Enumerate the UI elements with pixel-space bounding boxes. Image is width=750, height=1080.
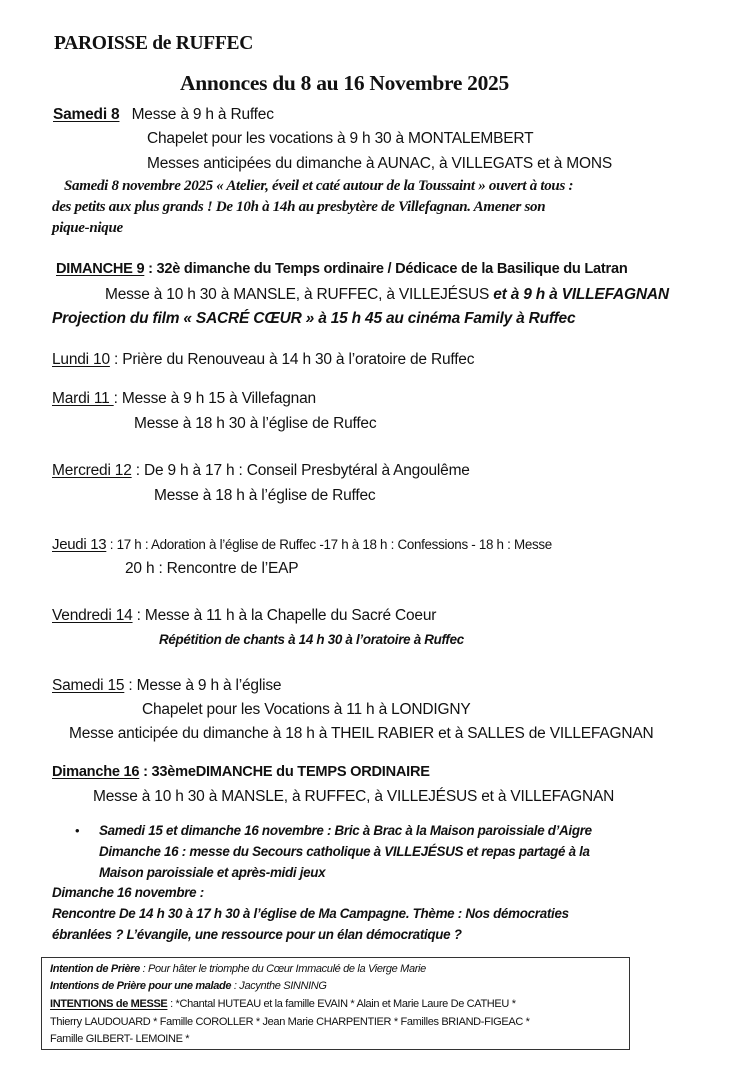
mass-text: : *Chantal HUTEAU et la famille EVAIN * Alain et Marie Laure De CATHEU * [167, 998, 516, 1010]
day-line: : Messe à 9 h 15 à Villefagnan [113, 390, 316, 407]
day-label: Mardi 11 [52, 390, 114, 407]
day-heading: : 32è dimanche du Temps ordinaire / Dédicace de la Basilique du Latran [144, 261, 628, 277]
prayer-intention [50, 963, 426, 975]
mass-regular: Messe à 10 h 30 à MANSLE, à RUFFEC, à VILLEJÉSUS [105, 286, 494, 303]
day-label: Lundi 10 [52, 351, 110, 368]
day-line: Messe à 18 h à l’église de Ruffec [154, 487, 376, 504]
sick-text: : Jacynthe SINNING [231, 980, 327, 992]
mass-intentions [50, 998, 516, 1010]
announcement-title: Annonces du 8 au 16 Novembre 2025 [180, 71, 509, 95]
day-label: Vendredi 14 [52, 607, 133, 624]
day-line: : Prière du Renouveau à 14 h 30 à l’oratoire de Ruffec [109, 351, 475, 368]
mass-label: INTENTIONS de MESSE [50, 998, 168, 1010]
day-label: Jeudi 13 [52, 536, 107, 553]
day-line: : 17 h : Adoration à l’église de Ruffec -17 h à 18 h : Confessions - 18 h : Messe [106, 537, 552, 552]
day-line: Chapelet pour les vocations à 9 h 30 à MONTALEMBERT [147, 130, 534, 147]
choir-rehearsal: Répétition de chants à 14 h 30 à l’oratoire à Ruffec [159, 632, 464, 647]
bric-a-brac-note: Samedi 15 et dimanche 16 novembre : Bric à Brac à la Maison paroissiale d’Aigre [99, 823, 592, 838]
day-label: DIMANCHE 9 [56, 261, 145, 277]
day-dimanche-16 [52, 764, 430, 780]
meeting-text: Rencontre De 14 h 30 à 17 h 30 à l’église de Ma Campagne. Thème : Nos démocraties [52, 906, 569, 921]
day-line: : De 9 h à 17 h : Conseil Presbytéral à Angoulême [131, 462, 470, 479]
mass-emphasis: et à 9 h à VILLEFAGNAN [493, 286, 669, 303]
meeting-text: ébranlées ? L’évangile, une ressource pour un élan démocratique ? [52, 927, 462, 942]
sick-intention [50, 980, 327, 992]
day-mardi-11 [52, 390, 316, 408]
mass-intentions: Thierry LAUDOUARD * Famille COROLLER * Jean Marie CHARPENTIER * Familles BRIAND-FIGEAC * [50, 1016, 530, 1028]
day-label: Samedi 15 [52, 677, 125, 694]
day-jeudi-13 [52, 536, 552, 553]
day-line [105, 286, 669, 304]
prayer-label: Intention de Prière [50, 963, 140, 975]
day-label: Samedi 8 [53, 106, 120, 123]
atelier-note: Samedi 8 novembre 2025 « Atelier, éveil et caté autour de la Toussaint » ouvert à tous : [64, 178, 574, 194]
atelier-note: des petits aux plus grands ! De 10h à 14h au presbytère de Villefagnan. Amener son [52, 199, 546, 215]
day-line: : Messe à 11 h à la Chapelle du Sacré Coeur [132, 607, 437, 624]
day-line: 20 h : Rencontre de l’EAP [125, 560, 299, 577]
parish-title: PAROISSE de RUFFEC [54, 33, 254, 54]
atelier-note: pique-nique [52, 220, 123, 236]
film-projection: Projection du film « SACRÉ CŒUR » à 15 h 45 au cinéma Family à Ruffec [52, 310, 576, 327]
meeting-heading: Dimanche 16 novembre : [52, 885, 204, 900]
day-line: Messe à 18 h 30 à l’église de Ruffec [134, 415, 377, 432]
day-mercredi-12 [52, 462, 470, 480]
day-line: Chapelet pour les Vocations à 11 h à LONDIGNY [142, 701, 471, 718]
intentions-box [41, 957, 630, 1050]
day-label: Mercredi 12 [52, 462, 132, 479]
day-line: Messe à 10 h 30 à MANSLE, à RUFFEC, à VILLEJÉSUS et à VILLEFAGNAN [93, 788, 615, 805]
day-lundi-10 [52, 351, 474, 369]
secours-catholique-note: Maison paroissiale et après-midi jeux [99, 865, 326, 880]
day-line: Messe à 9 h à Ruffec [131, 106, 274, 123]
day-samedi-15 [52, 677, 281, 695]
day-heading: : 33èmeDIMANCHE du TEMPS ORDINAIRE [139, 764, 430, 780]
prayer-text: : Pour hâter le triomphe du Cœur Immaculé de la Vierge Marie [139, 963, 426, 975]
mass-intentions: Famille GILBERT- LEMOINE * [50, 1033, 190, 1045]
day-label: Dimanche 16 [52, 764, 140, 780]
bullet-icon: • [75, 823, 80, 838]
day-line: Messes anticipées du dimanche à AUNAC, à VILLEGATS et à MONS [147, 155, 612, 172]
day-samedi-8 [53, 106, 274, 124]
day-line: Messe anticipée du dimanche à 18 h à THEIL RABIER et à SALLES de VILLEFAGNAN [69, 725, 654, 742]
day-line: : Messe à 9 h à l’église [124, 677, 282, 694]
day-dimanche-9 [56, 261, 628, 277]
secours-catholique-note: Dimanche 16 : messe du Secours catholique à VILLEJÉSUS et repas partagé à la [99, 844, 590, 859]
sick-label: Intentions de Prière pour une malade [50, 980, 232, 992]
day-vendredi-14 [52, 607, 436, 625]
